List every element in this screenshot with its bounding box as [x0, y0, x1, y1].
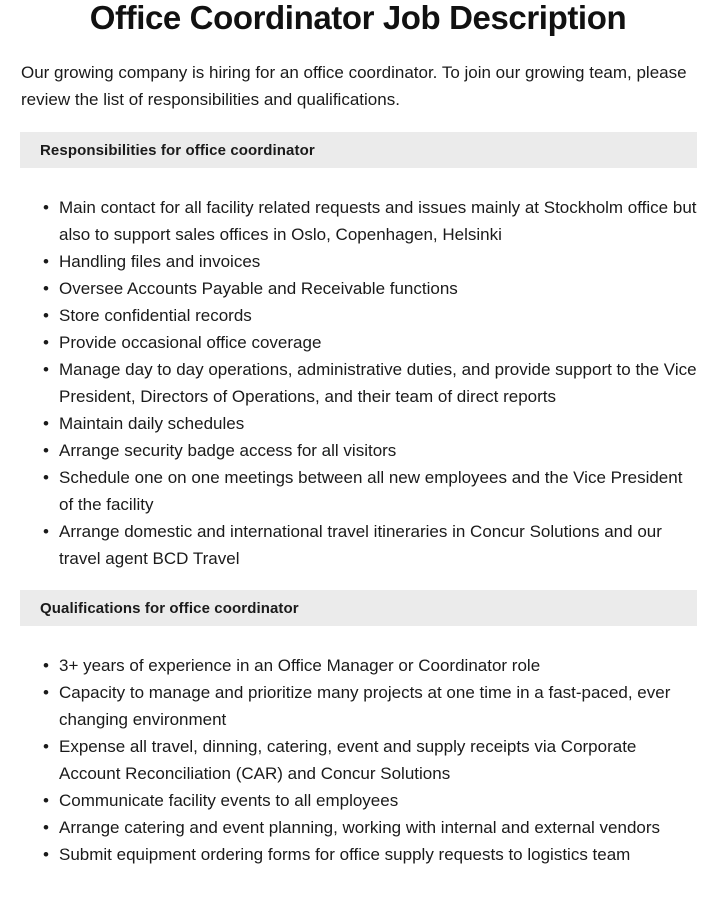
section-header-qualifications [20, 590, 697, 626]
list-item-text: Main contact for all facility related requests and issues mainly at Stockholm office but also to support sales offices in Oslo, Copenhagen, Helsinki [59, 198, 697, 244]
list-item [20, 248, 697, 275]
list-item-text: Arrange catering and event planning, working with internal and external vendors [59, 818, 661, 837]
list-item [20, 679, 697, 733]
list-item [20, 437, 697, 464]
list-item-text: Store confidential records [59, 306, 252, 325]
list-item-text: 3+ years of experience in an Office Manager or Coordinator role [59, 656, 541, 675]
list-item [20, 518, 697, 572]
list-item [20, 356, 697, 410]
list-item-text: Oversee Accounts Payable and Receivable functions [59, 279, 458, 298]
bullet-icon: • [43, 252, 49, 271]
list-item-text: Capacity to manage and prioritize many projects at one time in a fast-paced, ever changing environment [59, 683, 671, 729]
intro-paragraph: Our growing company is hiring for an office coordinator. To join our growing team, please review the list of responsibilities and qualifications. [21, 63, 687, 109]
list-item-text: Maintain daily schedules [59, 414, 245, 433]
list-item-text: Expense all travel, dinning, catering, event and supply receipts via Corporate Account Reconciliation (CAR) and Concur Solutions [59, 737, 637, 783]
list-item [20, 329, 697, 356]
bullet-icon: • [43, 818, 49, 837]
bullet-icon: • [43, 306, 49, 325]
list-item [20, 464, 697, 518]
responsibilities-list [20, 168, 697, 572]
list-item-text: Handling files and invoices [59, 252, 261, 271]
section-header-responsibilities [20, 132, 697, 168]
bullet-icon: • [43, 414, 49, 433]
bullet-icon: • [43, 522, 49, 541]
bullet-icon: • [43, 198, 49, 217]
list-item [20, 787, 697, 814]
list-item-text: Provide occasional office coverage [59, 333, 322, 352]
bullet-icon: • [43, 737, 49, 756]
list-item [20, 275, 697, 302]
list-item-text: Manage day to day operations, administrative duties, and provide support to the Vice President, Directors of Operations, and their team of direct reports [59, 360, 697, 406]
page-title: Office Coordinator Job Description [89, 0, 627, 36]
list-item [20, 194, 697, 248]
section-heading-text: Responsibilities for office coordinator [40, 141, 315, 159]
section-qualifications [20, 590, 697, 868]
list-item-text: Arrange security badge access for all visitors [59, 441, 397, 460]
list-item [20, 733, 697, 787]
list-item [20, 302, 697, 329]
bullet-icon: • [43, 845, 49, 864]
list-item [20, 410, 697, 437]
bullet-icon: • [43, 656, 49, 675]
bullet-icon: • [43, 360, 49, 379]
bullet-icon: • [43, 279, 49, 298]
list-item-text: Schedule one on one meetings between all new employees and the Vice President of the facility [59, 468, 683, 514]
bullet-icon: • [43, 333, 49, 352]
list-item-text: Communicate facility events to all employees [59, 791, 399, 810]
section-responsibilities [20, 132, 697, 572]
bullet-icon: • [43, 468, 49, 487]
list-item [20, 652, 697, 679]
section-heading-text: Qualifications for office coordinator [40, 599, 299, 617]
list-item-text: Arrange domestic and international travel itineraries in Concur Solutions and our travel agent BCD Travel [59, 522, 662, 568]
bullet-icon: • [43, 791, 49, 810]
list-item [20, 814, 697, 841]
list-item [20, 841, 697, 868]
qualifications-list [20, 626, 697, 868]
bullet-icon: • [43, 683, 49, 702]
bullet-icon: • [43, 441, 49, 460]
list-item-text: Submit equipment ordering forms for office supply requests to logistics team [59, 845, 631, 864]
